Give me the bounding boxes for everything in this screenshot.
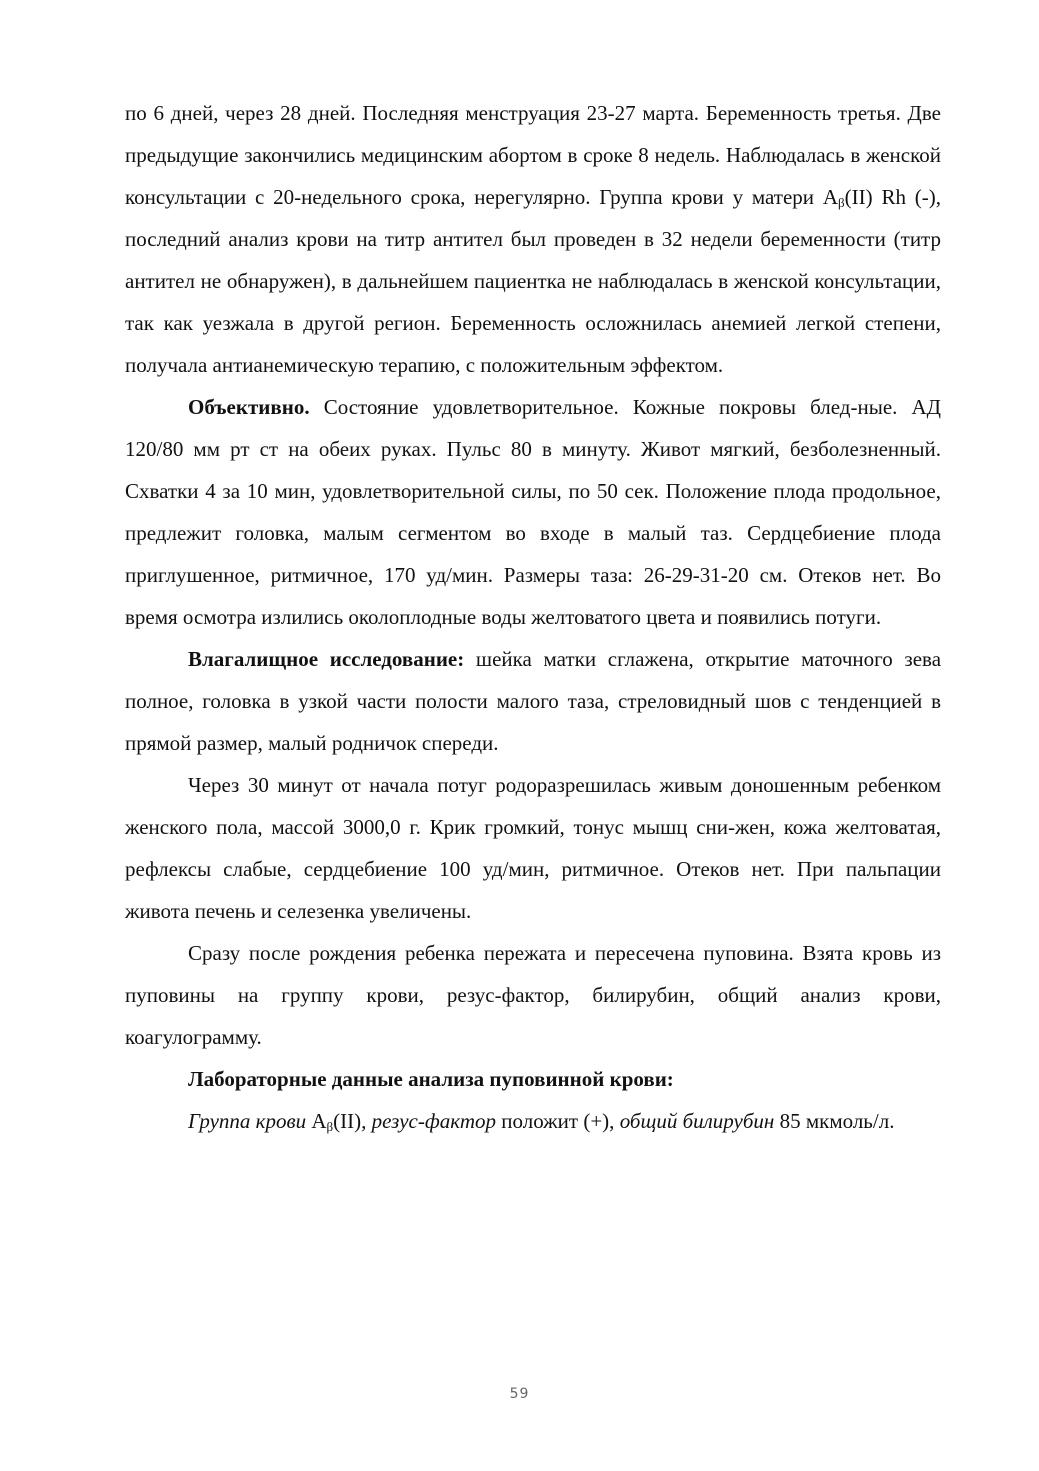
lab-results-paragraph xyxy=(125,1100,941,1142)
document-body xyxy=(125,92,941,1142)
objective-heading: Объективно. xyxy=(188,395,310,419)
objective-paragraph xyxy=(125,386,941,638)
lab-data-heading-paragraph xyxy=(125,1058,941,1100)
anamnesis-paragraph xyxy=(125,92,941,386)
lab-data-heading: Лабораторные данные анализа пуповинной крови: xyxy=(188,1067,674,1091)
blood-group-subscript: β xyxy=(838,195,845,210)
delivery-paragraph: Через 30 минут от начала потуг родоразрешилась живым доношенным ребенком женского пола, массой 3000,0 г. Крик громкий, тонус мышц сни-жен, кожа желтоватая, рефлексы слабые, сердцебиение 100 уд/мин, ритмичное. Отеков нет. При пальпации живота печень и селезенка увеличены. xyxy=(125,773,941,923)
blood-group-roman: (II) xyxy=(333,1109,362,1133)
vaginal-exam-heading: Влагалищное исследование: xyxy=(188,647,465,671)
bilirubin-label: общий билирубин xyxy=(619,1109,775,1133)
blood-group-label: Группа крови xyxy=(188,1109,307,1133)
rh-factor-label: , резус-фактор xyxy=(361,1109,496,1133)
anamnesis-text-2: (II) Rh (-), последний анализ крови на титр антител был проведен в 32 недели беременности (титр антител не обнаружен), в дальнейшем пациентка не наблюдалась в женской консультации, так как уезжала в другой регион. Беременность осложнилась анемией легкой степени, получала антианемическую терапию, с положительным эффектом. xyxy=(125,185,941,377)
rh-factor-value: положит (+), xyxy=(496,1109,620,1133)
cord-blood-paragraph: Сразу после рождения ребенка пережата и пересечена пуповина. Взята кровь из пуповины на группу крови, резус-фактор, билирубин, общий анализ крови, коагулограмму. xyxy=(125,941,941,1049)
blood-group-value: А xyxy=(306,1109,327,1133)
page-number: 59 xyxy=(509,1386,530,1402)
objective-text: Состояние удовлетворительное. Кожные покровы блед-ные. АД 120/80 мм рт ст на обеих руках. Пульс 80 в минуту. Живот мягкий, безболезненный. Схватки 4 за 10 мин, удовлетворительной силы, по 50 сек. Положение плода продольное, предлежит головка, малым сегментом во входе в малый таз. Сердцебиение плода приглушенное, ритмичное, 170 уд/мин. Размеры таза: 26-29-31-20 см. Отеков нет. Во время осмотра излились околоплодные воды желтоватого цвета и появились потуги. xyxy=(125,395,941,629)
vaginal-exam-text: шейка матки сглажена, открытие маточного зева полное, головка в узкой части полости малого таза, стреловидный шов с тенденцией в прямой размер, малый родничок спереди. xyxy=(125,647,942,755)
anamnesis-text-1: по 6 дней, через 28 дней. Последняя менструация 23-27 марта. Беременность третья. Две предыдущие закончились медицинским абортом в сроке 8 недель. Наблюдалась в женской консультации с 20-недельного срока, нерегулярно. Группа крови у матери А xyxy=(125,101,941,209)
lab-blood-group-subscript: β xyxy=(326,1119,334,1134)
vaginal-exam-paragraph xyxy=(125,638,941,764)
bilirubin-value: 85 мкмоль/л. xyxy=(774,1109,895,1133)
